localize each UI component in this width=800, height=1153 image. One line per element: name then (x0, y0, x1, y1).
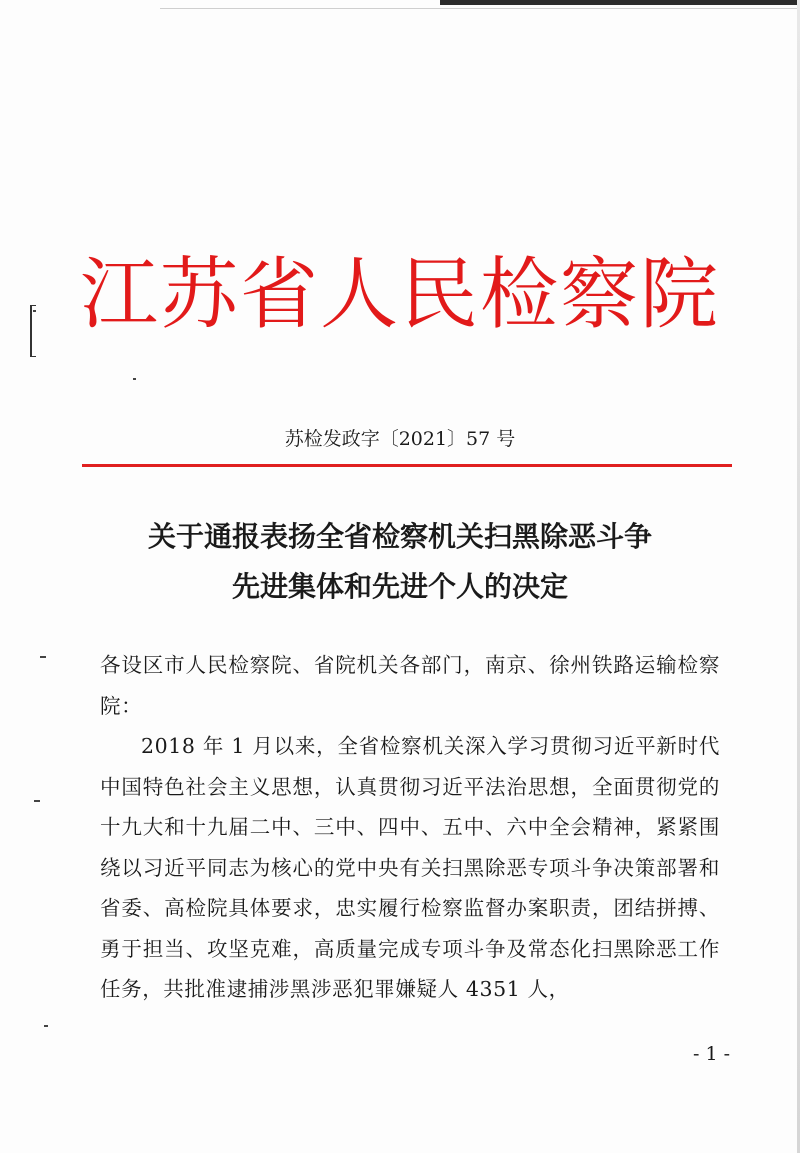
scan-edge-line (160, 8, 800, 9)
body-paragraph: 2018 年 1 月以来，全省检察机关深入学习贯彻习近平新时代中国特色社会主义思想，认真贯彻习近平法治思想，全面贯彻党的十九大和十九届二中、三中、四中、五中、六中全会精神，紧紧围绕以习近平同志为核心的党中央有关扫黑除恶专项斗争决策部署和省委、高检院具体要求，忠实履行检察监督办案职责，团结拼搏、勇于担当、攻坚克难，高质量完成专项斗争及常态化扫黑除恶工作任务，共批准逮捕涉黑涉恶犯罪嫌疑人 4351 人， (100, 734, 720, 1001)
salutation: 各设区市人民检察院、省院机关各部门，南京、徐州铁路运输检察院： (100, 653, 720, 718)
agency-title: 江苏省人民检察院 (79, 250, 720, 340)
document-body (100, 645, 720, 1010)
scan-speck (133, 378, 136, 380)
page-number: - 1 - (692, 1043, 730, 1065)
document-number: 苏检发政字〔2021〕57 号 (284, 428, 516, 450)
scan-speck (44, 1025, 48, 1027)
red-separator-rule (82, 464, 732, 467)
heading-line-2: 先进集体和先进个人的决定 (231, 570, 568, 603)
scan-edge-shadow (440, 0, 800, 5)
scan-speck (40, 656, 46, 658)
heading-line-1: 关于通报表扬全省检察机关扫黑除恶斗争 (147, 520, 652, 553)
scan-speck (34, 800, 40, 802)
document-heading (0, 512, 800, 612)
